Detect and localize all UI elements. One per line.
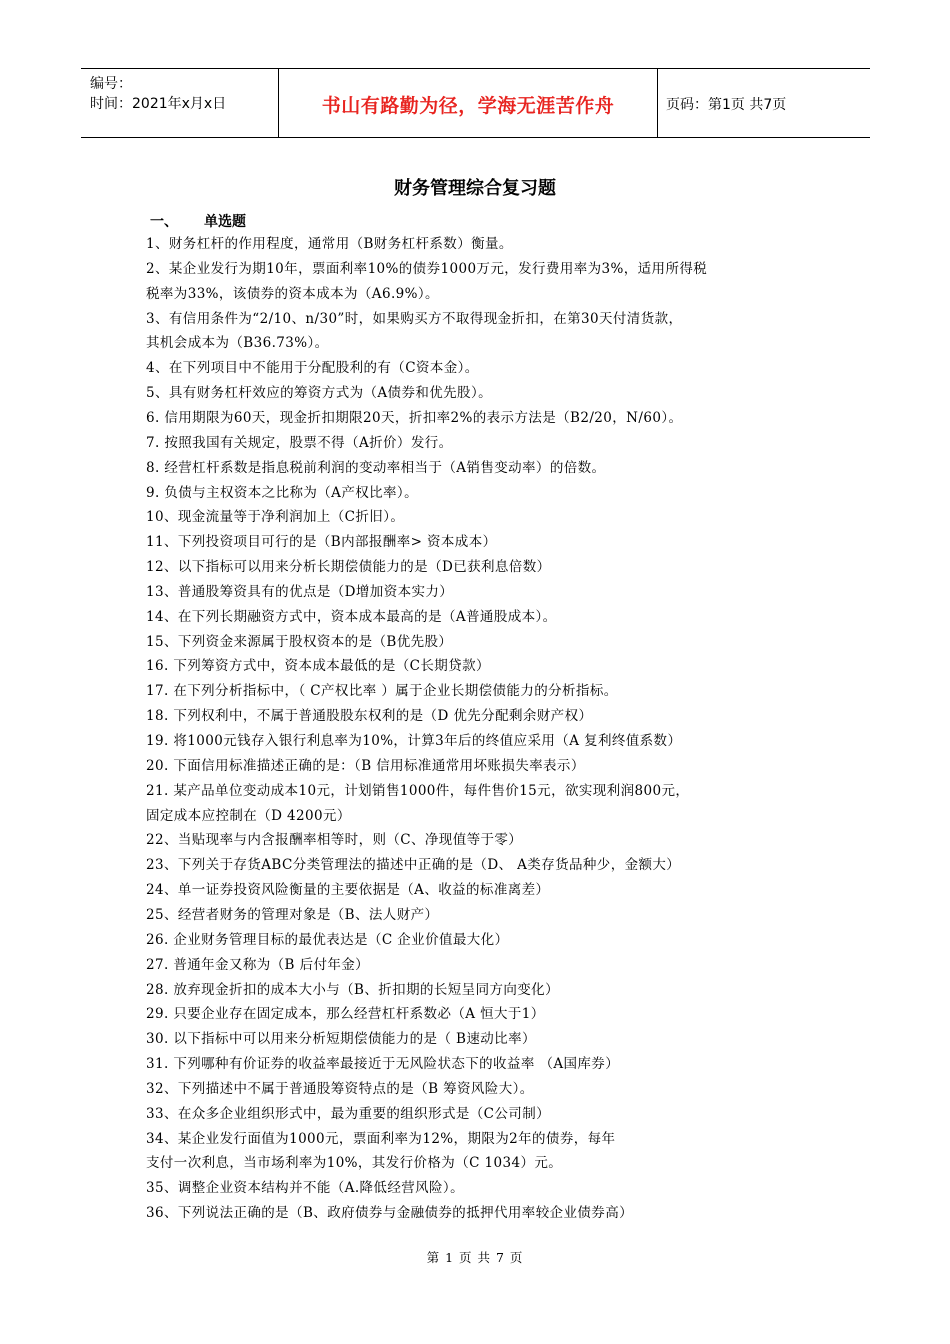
number-label: 编号： bbox=[90, 76, 132, 92]
page-info: 页码：第1页 共7页 bbox=[666, 97, 787, 113]
question-line: 支付一次利息，当市场利率为10%，其发行价格为（C 1034）元。 bbox=[146, 1155, 563, 1172]
question-line: 26. 企业财务管理目标的最优表达是（C 企业价值最大化） bbox=[146, 931, 509, 948]
question-line: 33、在众多企业组织形式中，最为重要的组织形式是（C公司制） bbox=[146, 1105, 551, 1122]
question-line: 27. 普通年金又称为（B 后付年金） bbox=[146, 956, 370, 973]
question-line: 28. 放弃现金折扣的成本大小与（B、折扣期的长短呈同方向变化） bbox=[146, 981, 559, 998]
section-heading bbox=[150, 211, 246, 231]
question-line: 21. 某产品单位变动成本10元，计划销售1000件，每件售价15元，欲实现利润800元， bbox=[146, 782, 690, 799]
question-line: 8. 经营杠杆系数是指息税前利润的变动率相当于（A销售变动率）的倍数。 bbox=[146, 459, 606, 476]
header-page-cell bbox=[658, 69, 870, 137]
question-line: 22、当贴现率与内含报酬率相等时，则（C、净现值等于零） bbox=[146, 832, 523, 849]
question-line: 24、单一证券投资风险衡量的主要依据是（A、收益的标准离差） bbox=[146, 882, 550, 899]
question-line: 11、下列投资项目可行的是（B内部报酬率> 资本成本） bbox=[146, 534, 497, 551]
question-line: 12、以下指标可以用来分析长期偿债能力的是（D已获利息倍数） bbox=[146, 559, 551, 576]
section-number: 一、 bbox=[150, 214, 178, 230]
question-line: 9. 负债与主权资本之比称为（A产权比率）。 bbox=[146, 484, 418, 501]
question-line: 15、下列资金来源属于股权资本的是（B优先股） bbox=[146, 633, 453, 650]
question-line: 20. 下面信用标准描述正确的是：（B 信用标准通常用坏账损失率表示） bbox=[146, 757, 585, 774]
question-line: 18. 下列权利中，不属于普通股股东权利的是（D 优先分配剩余财产权） bbox=[146, 708, 593, 725]
question-line: 19. 将1000元钱存入银行利息率为10%，计算3年后的终值应采用（A 复利终值系数） bbox=[146, 733, 682, 749]
question-line: 25、经营者财务的管理对象是（B、法人财产） bbox=[146, 906, 439, 923]
page-footer: 第 1 页 共 7 页 bbox=[426, 1250, 524, 1265]
question-line: 23、下列关于存货ABC分类管理法的描述中正确的是（D、 A类存货品种少，金额大） bbox=[146, 857, 681, 874]
question-line: 固定成本应控制在（D 4200元） bbox=[146, 807, 351, 824]
question-line: 4、在下列项目中不能用于分配股利的有（C资本金）。 bbox=[146, 360, 479, 377]
question-line: 1、财务杠杆的作用程度，通常用（B财务杠杆系数）衡量。 bbox=[146, 236, 513, 252]
document-title: 财务管理综合复习题 bbox=[394, 178, 556, 199]
question-line: 13、普通股筹资具有的优点是（D增加资本实力） bbox=[146, 583, 454, 600]
question-line: 14、在下列长期融资方式中，资本成本最高的是（A普通股成本）。 bbox=[146, 608, 557, 625]
section-label: 单选题 bbox=[204, 214, 246, 230]
question-line: 32、下列描述中不属于普通股筹资特点的是（B 筹资风险大）。 bbox=[146, 1080, 534, 1097]
question-line: 5、具有财务杠杆效应的筹资方式为（A债券和优先股）。 bbox=[146, 385, 492, 402]
page-header bbox=[81, 68, 870, 138]
question-line: 税率为33%，该债券的资本成本为（A6.9%）。 bbox=[146, 285, 439, 302]
question-line: 35、调整企业资本结构并不能（A.降低经营风险）。 bbox=[146, 1180, 464, 1197]
header-motto-cell bbox=[279, 69, 658, 137]
question-line: 7. 按照我国有关规定，股票不得（A折价）发行。 bbox=[146, 434, 453, 451]
question-line: 10、现金流量等于净利润加上（C折旧）。 bbox=[146, 509, 405, 526]
question-line: 31. 下列哪种有价证券的收益率最接近于无风险状态下的收益率 （A国库券） bbox=[146, 1056, 620, 1073]
motto: 书山有路勤为径，学海无涯苦作舟 bbox=[321, 95, 615, 117]
question-line: 6. 信用期限为60天，现金折扣期限20天，折扣率2%的表示方法是（B2/20，N/60）。 bbox=[146, 409, 683, 426]
question-line: 17. 在下列分析指标中，（ C产权比率 ）属于企业长期偿债能力的分析指标。 bbox=[146, 683, 618, 700]
question-line: 3、有信用条件为“2/10、n/30”时，如果购买方不取得现金折扣，在第30天付清货款， bbox=[146, 310, 683, 327]
header-left-cell bbox=[81, 69, 279, 137]
date-label: 时间：2021年x月x日 bbox=[90, 96, 227, 112]
question-line: 16. 下列筹资方式中，资本成本最低的是（C长期贷款） bbox=[146, 658, 490, 675]
question-line: 36、下列说法正确的是（B、政府债券与金融债券的抵押代用率较企业债券高） bbox=[146, 1205, 633, 1222]
question-line: 34、某企业发行面值为1000元，票面利率为12%，期限为2年的债券，每年 bbox=[146, 1130, 616, 1147]
question-line: 30. 以下指标中可以用来分析短期偿债能力的是（ B速动比率） bbox=[146, 1031, 536, 1048]
question-line: 29. 只要企业存在固定成本，那么经营杠杆系数必（A 恒大于1） bbox=[146, 1006, 545, 1023]
question-line: 其机会成本为（B36.73%）。 bbox=[146, 335, 329, 352]
question-line: 2、某企业发行为期10年，票面利率10%的债券1000万元，发行费用率为3%，适用所得税 bbox=[146, 260, 708, 277]
